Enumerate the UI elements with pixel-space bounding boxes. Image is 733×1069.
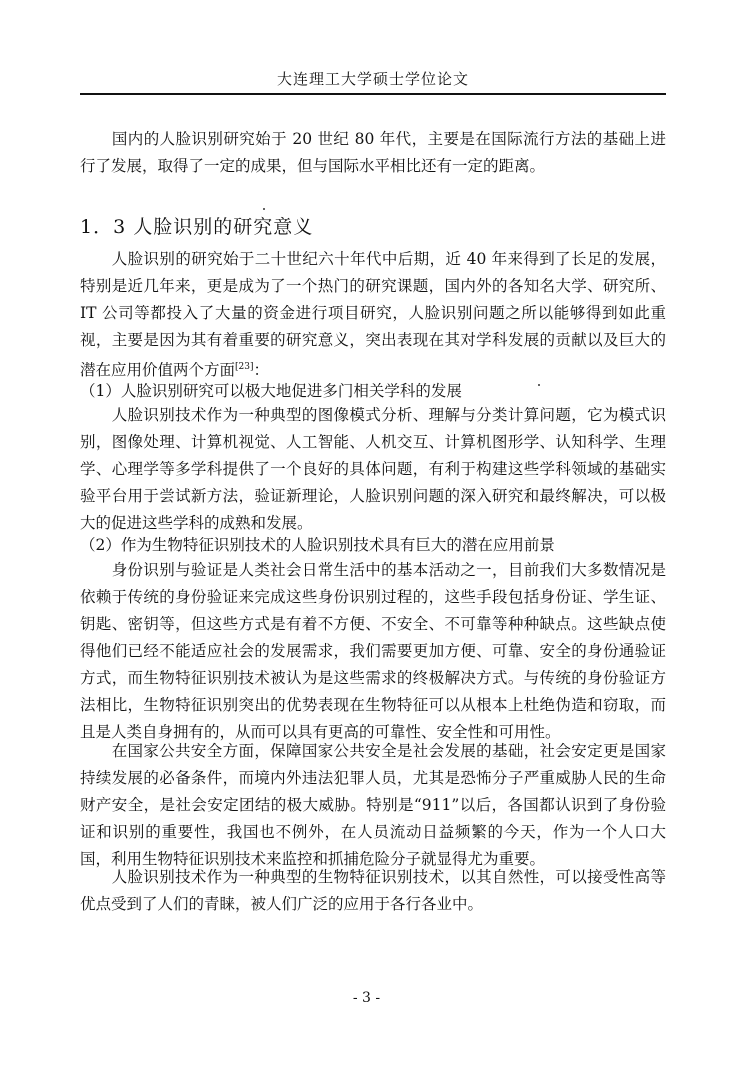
paragraph-end: ： [253, 361, 270, 380]
paragraph-discipline-development: 人脸识别技术作为一种典型的图像模式分析、理解与分类计算问题，它为模式识别，图像处理、计算机视觉、人工智能、人机交互、计算机图形学、认知科学、生理学、心理学等多学科提供了一个良好的具体问题，有利于构建这些学科领域的基础实验平台用于尝试新方法，验证新理论，人脸识别问题的深入研究和最终解决，可以极大的促进这些学科的成熟和发展。 [80, 406, 666, 532]
section-heading: 1．3 人脸识别的研究意义 [80, 216, 314, 238]
paragraph-identity-verification: 身份识别与验证是人类社会日常生活中的基本活动之一，目前我们大多数情况是依赖于传统的身份验证来完成这些身份识别过程的，这些手段包括身份证、学生证、钥匙、密钥等，但这些方式是有着不方便、不安全、不可靠等种种缺点。这些缺点使得他们已经不能适应社会的发展需求，我们需要更加方便、可靠、安全的身份通验证方式，而生物特征识别技术被认为是这些需求的终极解决方式。与传统的身份验证方法相比，生物特征识别突出的优势表现在生物特征可以从根本上杜绝伪造和窃取，而且是人类自身拥有的，从而可以具有更高的可靠性、安全性和可用性。 [80, 561, 666, 741]
paragraph-domestic-research: 国内的人脸识别研究始于 20 世纪 80 年代，主要是在国际流行方法的基础上进行了发展，取得了一定的成果，但与国际水平相比还有一定的距离。 [80, 130, 666, 175]
citation-ref: [23] [235, 362, 254, 372]
paragraph-research-significance [80, 246, 666, 384]
header-rule [80, 93, 666, 95]
scan-speck [263, 208, 265, 210]
page-number: - 3 - [352, 990, 381, 1006]
scan-speck [538, 384, 540, 386]
running-header: 大连理工大学硕士学位论文 [276, 70, 469, 88]
subheading-2: （2）作为生物特征识别技术的人脸识别技术具有巨大的潜在应用前景 [80, 536, 555, 554]
paragraph-face-recognition-advantages: 人脸识别技术作为一种典型的生物特征识别技术，以其自然性，可以接受性高等优点受到了人们的青睐，被人们广泛的应用于各行各业中。 [80, 868, 666, 913]
paragraph-text: 人脸识别的研究始于二十世纪六十年代中后期，近 40 年来得到了长足的发展，特别是近几年来，更是成为了一个热门的研究课题，国内外的各知名大学、研究所、IT 公司等都投入了大量的资金进行项目研究，人脸识别问题之所以能够得到如此重视，主要是因为其有着重要的研究意义，突出表现在其对学科发展的贡献以及巨大的潜在应用价值两个方面 [80, 250, 666, 380]
paragraph-public-security: 在国家公共安全方面，保障国家公共安全是社会发展的基础，社会安定更是国家持续发展的必备条件，而境内外违法犯罪人员，尤其是恐怖分子严重威胁人民的生命财产安全，是社会安定团结的极大威胁。特别是“911”以后，各国都认识到了身份验证和识别的重要性，我国也不例外，在人员流动日益频繁的今天，作为一个人口大国，利用生物特征识别技术来监控和抓捕危险分子就显得尤为重要。 [80, 742, 666, 868]
subheading-1: （1）人脸识别研究可以极大地促进多门相关学科的发展 [80, 382, 462, 400]
